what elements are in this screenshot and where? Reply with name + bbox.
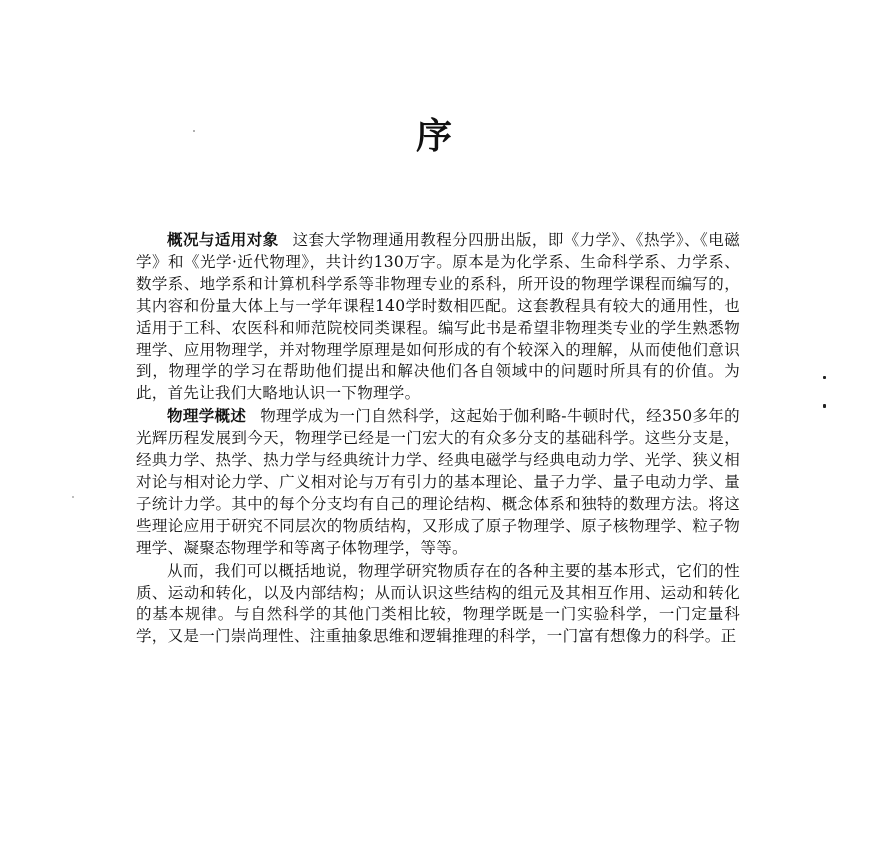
scan-speck xyxy=(823,404,826,408)
paragraph-text: 物理学成为一门自然科学，这起始于伽利略-牛顿时代，经350多年的光辉历程发展到今天，物理学已经是一门宏大的有众多分支的基础科学。这些分支是，经典力学、热学、热力学与经典统计力学、经典电磁学与经典电动力学、光学、狭义相对论与相对论力学、广义相对论与万有引力的基本理论、量子力学、量子电动力学、量子统计力学。其中的每个分支均有自己的理论结构、概念体系和独特的数理方法。将这些理论应用于研究不同层次的物质结构，又形成了原子物理学、原子核物理学、粒子物理学、凝聚态物理学和等离子体物理学，等等。 xyxy=(136,407,740,557)
paragraph-overview xyxy=(136,230,740,405)
paragraph-conclusion xyxy=(136,561,740,649)
scan-speck xyxy=(72,496,74,498)
paragraph-heading: 概况与适用对象 xyxy=(167,231,279,249)
page-title: 序 xyxy=(415,116,454,157)
scan-speck xyxy=(823,376,826,379)
paragraph-heading: 物理学概述 xyxy=(167,407,247,426)
paragraph-physics-summary xyxy=(136,406,740,559)
scan-speck xyxy=(193,130,195,132)
body-text xyxy=(136,230,740,648)
paragraph-text: 从而，我们可以概括地说，物理学研究物质存在的各种主要的基本形式，它们的性质、运动和转化，以及内部结构；从而认识这些结构的组元及其相互作用、运动和转化的基本规律。与自然科学的其他门类相比较，物理学既是一门实验科学，一门定量科学，又是一门崇尚理性、注重抽象思维和逻辑推理的科学，一门富有想像力的科学。正 xyxy=(136,561,740,646)
paragraph-text: 这套大学物理通用教程分四册出版，即《力学》、《热学》、《电磁学》和《光学·近代物理》，共计约130万字。原本是为化学系、生命科学系、力学系、数学系、地学系和计算机科学系等非物理专业的系科，所开设的物理学课程而编写的，其内容和份量大体上与一学年课程140学时数相匹配。这套教程具有较大的通用性，也适用于工科、农医科和师范院校同类课程。编写此书是希望非物理类专业的学生熟悉物理学、应用物理学，并对物理学原理是如何形成的有个较深入的理解，从而使他们意识到，物理学的学习在帮助他们提出和解决他们各自领域中的问题时所具有的价值。为此，首先让我们大略地认识一下物理学。 xyxy=(136,231,740,403)
